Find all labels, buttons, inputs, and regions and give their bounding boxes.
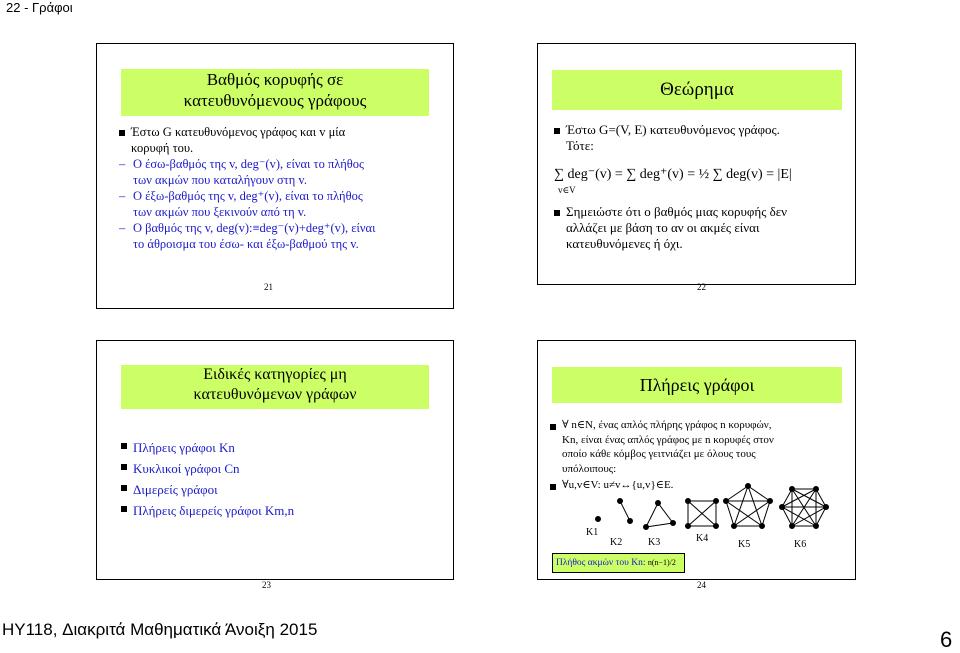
graph-node bbox=[644, 525, 649, 530]
graph-label-k3: K3 bbox=[648, 537, 661, 548]
slide-21 bbox=[96, 43, 454, 309]
slide-22 bbox=[537, 43, 856, 285]
slide-24 bbox=[537, 340, 856, 580]
graph-node bbox=[814, 487, 819, 492]
graph-node bbox=[790, 524, 795, 529]
slide-23 bbox=[96, 340, 454, 580]
graph-label-k5: K5 bbox=[738, 539, 751, 550]
slide-title: Πλήρεις γράφοι bbox=[552, 367, 842, 403]
graph-node bbox=[714, 499, 719, 504]
graph-node bbox=[760, 524, 765, 529]
slide-title: Ειδικές κατηγορίες μη κατευθυνόμενων γράφων bbox=[121, 365, 429, 409]
slide-number: 23 bbox=[262, 580, 271, 590]
graph-node bbox=[686, 499, 691, 504]
graph-node bbox=[628, 519, 633, 524]
graph-node bbox=[714, 524, 719, 529]
edges-count-label: Πλήθος ακμών του Kn: bbox=[556, 558, 646, 568]
title-line: Βαθμός κορυφής σε bbox=[206, 70, 344, 89]
graph-label-k2: K2 bbox=[610, 537, 623, 548]
page-header: 22 - Γράφοι bbox=[6, 0, 73, 15]
list-item: Διμερείς γράφοι bbox=[119, 479, 439, 500]
page-footer: HY118, Διακριτά Μαθηματικά Άνοιξη 2015 bbox=[2, 620, 318, 639]
graph-node bbox=[814, 524, 819, 529]
sub-bullet-item: – Ο βαθμός της v, deg(v):≡deg⁻(v)+deg⁺(v), είναι το άθροισμα του έσω- και έξω-βαθμού της v. bbox=[117, 220, 437, 252]
list-item: Κυκλικοί γράφοι Cn bbox=[119, 458, 439, 479]
slide-number: 21 bbox=[264, 282, 273, 292]
slide-title: Θεώρημα bbox=[552, 70, 842, 110]
formula-subscript: v∈V bbox=[558, 185, 576, 195]
graph-node bbox=[732, 524, 737, 529]
bullet-item: Έστω G κατευθυνόμενος γράφος και v μία κορυφή του. bbox=[117, 124, 437, 156]
edges-count-formula: n(n−1)/2 bbox=[647, 558, 676, 567]
slide-number: 22 bbox=[697, 282, 706, 292]
slide-number: 24 bbox=[697, 580, 706, 590]
graph-node bbox=[671, 521, 676, 526]
list-item: Πλήρεις γράφοι Kn bbox=[119, 437, 439, 458]
theorem-formula: ∑ deg⁻(v) = ∑ deg⁺(v) = ½ ∑ deg(v) = |E| bbox=[554, 167, 792, 182]
sub-bullet-item: – Ο έξω-βαθμός της v, deg⁺(v), είναι το πλήθος των ακμών που ξεκινούν από τη v. bbox=[117, 188, 437, 220]
graph-node bbox=[824, 505, 829, 510]
bullet-item: ∀ n∈N, ένας απλός πλήρης γράφος n κορυφών, Kn, είναι ένας απλός γράφος με n κορυφές στον οποίο κάθε κόμβος γειτνιάζει με όλους τους υπόλοιπους: bbox=[548, 418, 850, 476]
graph-node bbox=[656, 501, 661, 506]
complete-graphs-illustration bbox=[538, 481, 855, 561]
slide-title bbox=[121, 69, 429, 116]
graph-node bbox=[746, 484, 751, 489]
graph-node bbox=[780, 505, 785, 510]
graph-label-k4: K4 bbox=[696, 533, 709, 544]
edges-count-box bbox=[552, 553, 685, 573]
title-line: κατευθυνόμενους γράφους bbox=[183, 91, 367, 111]
graph-node bbox=[686, 524, 691, 529]
graph-node bbox=[724, 499, 729, 504]
bullet-item: Έστω G=(V, E) κατευθυνόμενος γράφος. Τότε: bbox=[552, 122, 850, 154]
graph-node bbox=[790, 487, 795, 492]
bullet-item: ∀u,v∈V: u≠v↔{u,v}∈E. bbox=[548, 478, 850, 493]
list-item: Πλήρεις διμερείς γράφοι Km,n bbox=[119, 500, 439, 521]
graph-node bbox=[768, 499, 773, 504]
sub-bullet-item: – Ο έσω-βαθμός της v, deg⁻(v), είναι το πλήθος των ακμών που καταλήγουν στη v. bbox=[117, 156, 437, 188]
graph-label-k1: K1 bbox=[586, 527, 599, 538]
graph-node bbox=[596, 517, 601, 522]
page-number: 6 bbox=[940, 627, 953, 652]
bullet-item: Σημειώστε ότι ο βαθμός μιας κορυφής δεν αλλάζει με βάση το αν οι ακμές είναι κατευθυνόμενες ή όχι. bbox=[552, 204, 850, 252]
graph-node bbox=[618, 499, 623, 504]
graph-label-k6: K6 bbox=[794, 539, 807, 550]
